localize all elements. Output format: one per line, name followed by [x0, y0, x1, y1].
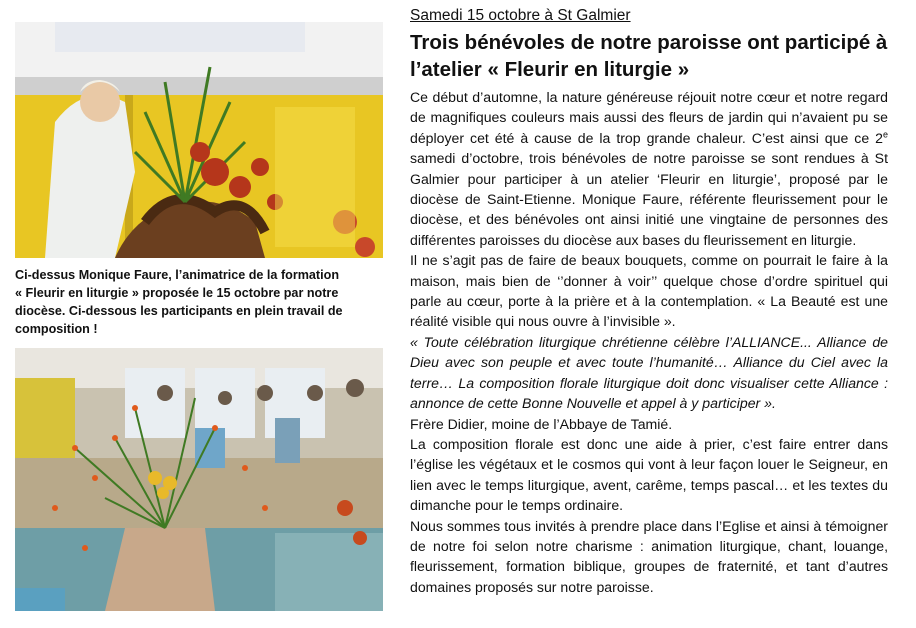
caption-line: diocèse. Ci-dessous les participants en plein travail de — [15, 304, 343, 318]
article — [410, 6, 888, 597]
photo-caption — [15, 266, 376, 338]
article-title — [410, 29, 888, 83]
photo-flower-demonstration-image — [15, 22, 383, 258]
paragraph-composition: La composition florale est donc une aide à prier, c’est faire entrer dans l’église les végétaux et le cosmos qui vont à leur façon louer le Seigneur, en lien avec le temps liturgique, avent, carême, temps pascal… et les textes du dimanche pour le temps ordinaire. — [410, 435, 888, 514]
paragraph-intro-rest: samedi d’octobre, trois bénévoles de notre paroisse se sont rendues à St Galmier pour participer à un atelier ‘Fleurir en liturgie’, proposé par le diocèse de Saint-Etienne. Monique Faure, référente fleurissement pour le diocèse, et des bénévoles ont ainsi initié une vingtaine de personnes des différentes paroisses du diocèse aux bases du fleurissement en liturgie. — [410, 150, 888, 248]
paragraph-purpose: Il ne s’agit pas de faire de beaux bouquets, comme on pourrait le faire à la maison, mais bien de ‘’donner à voir’’ quelque chose d’ordre spirituel qui parle au cœur, porte à la prière et à la contemplation. « La Beauté est une réalité visible qui nous ouvre à l’invisible ». — [410, 252, 888, 330]
left-column — [15, 22, 383, 611]
quote-author: Frère Didier, moine de l’Abbaye de Tamié. — [410, 415, 673, 432]
ordinal-suffix: e — [882, 129, 888, 140]
article-date: Samedi 15 octobre à St Galmier — [410, 7, 631, 24]
photo-workshop-participants-image — [15, 348, 383, 611]
article-body — [410, 87, 888, 597]
paragraph-intro-start: Ce début d’automne, la nature généreuse réjouit notre cœur et notre regard de magnifiques couleurs mais aussi des fleurs de jardin qui n’avaient pu se déployer cet été à cause de la trop grande chaleur. C’est ainsi que ce 2 — [410, 89, 888, 146]
paragraph-intro — [410, 87, 888, 250]
article-title-line: l’atelier « Fleurir en liturgie » — [410, 58, 690, 81]
photo-workshop-participants — [15, 348, 383, 611]
caption-line: composition ! — [15, 322, 98, 336]
caption-line: Ci-dessus Monique Faure, l’animatrice de la formation — [15, 268, 340, 282]
caption-line: « Fleurir en liturgie » proposée le 15 octobre par notre — [15, 286, 339, 300]
photo-flower-demonstration — [15, 22, 383, 258]
article-title-line: Trois bénévoles de notre paroisse ont participé à — [410, 31, 888, 54]
paragraph-quote: « Toute célébration liturgique chrétienne célèbre l’ALLIANCE... Alliance de Dieu avec son peuple et avec toute l’humanité… Alliance du Ciel avec la terre… La composition florale liturgique doit donc visualiser cette Alliance : annonce de cette Bonne Nouvelle et appel à y participer ». — [410, 333, 888, 412]
paragraph-invitation: Nous sommes tous invités à prendre place dans l’Eglise et ainsi à témoigner de notre foi selon notre charisme : animation liturgique, chant, louange, fleurissement, formation biblique, groupes de fraternité, et tant d’autres domaines proposés sur notre paroisse. — [410, 517, 888, 595]
